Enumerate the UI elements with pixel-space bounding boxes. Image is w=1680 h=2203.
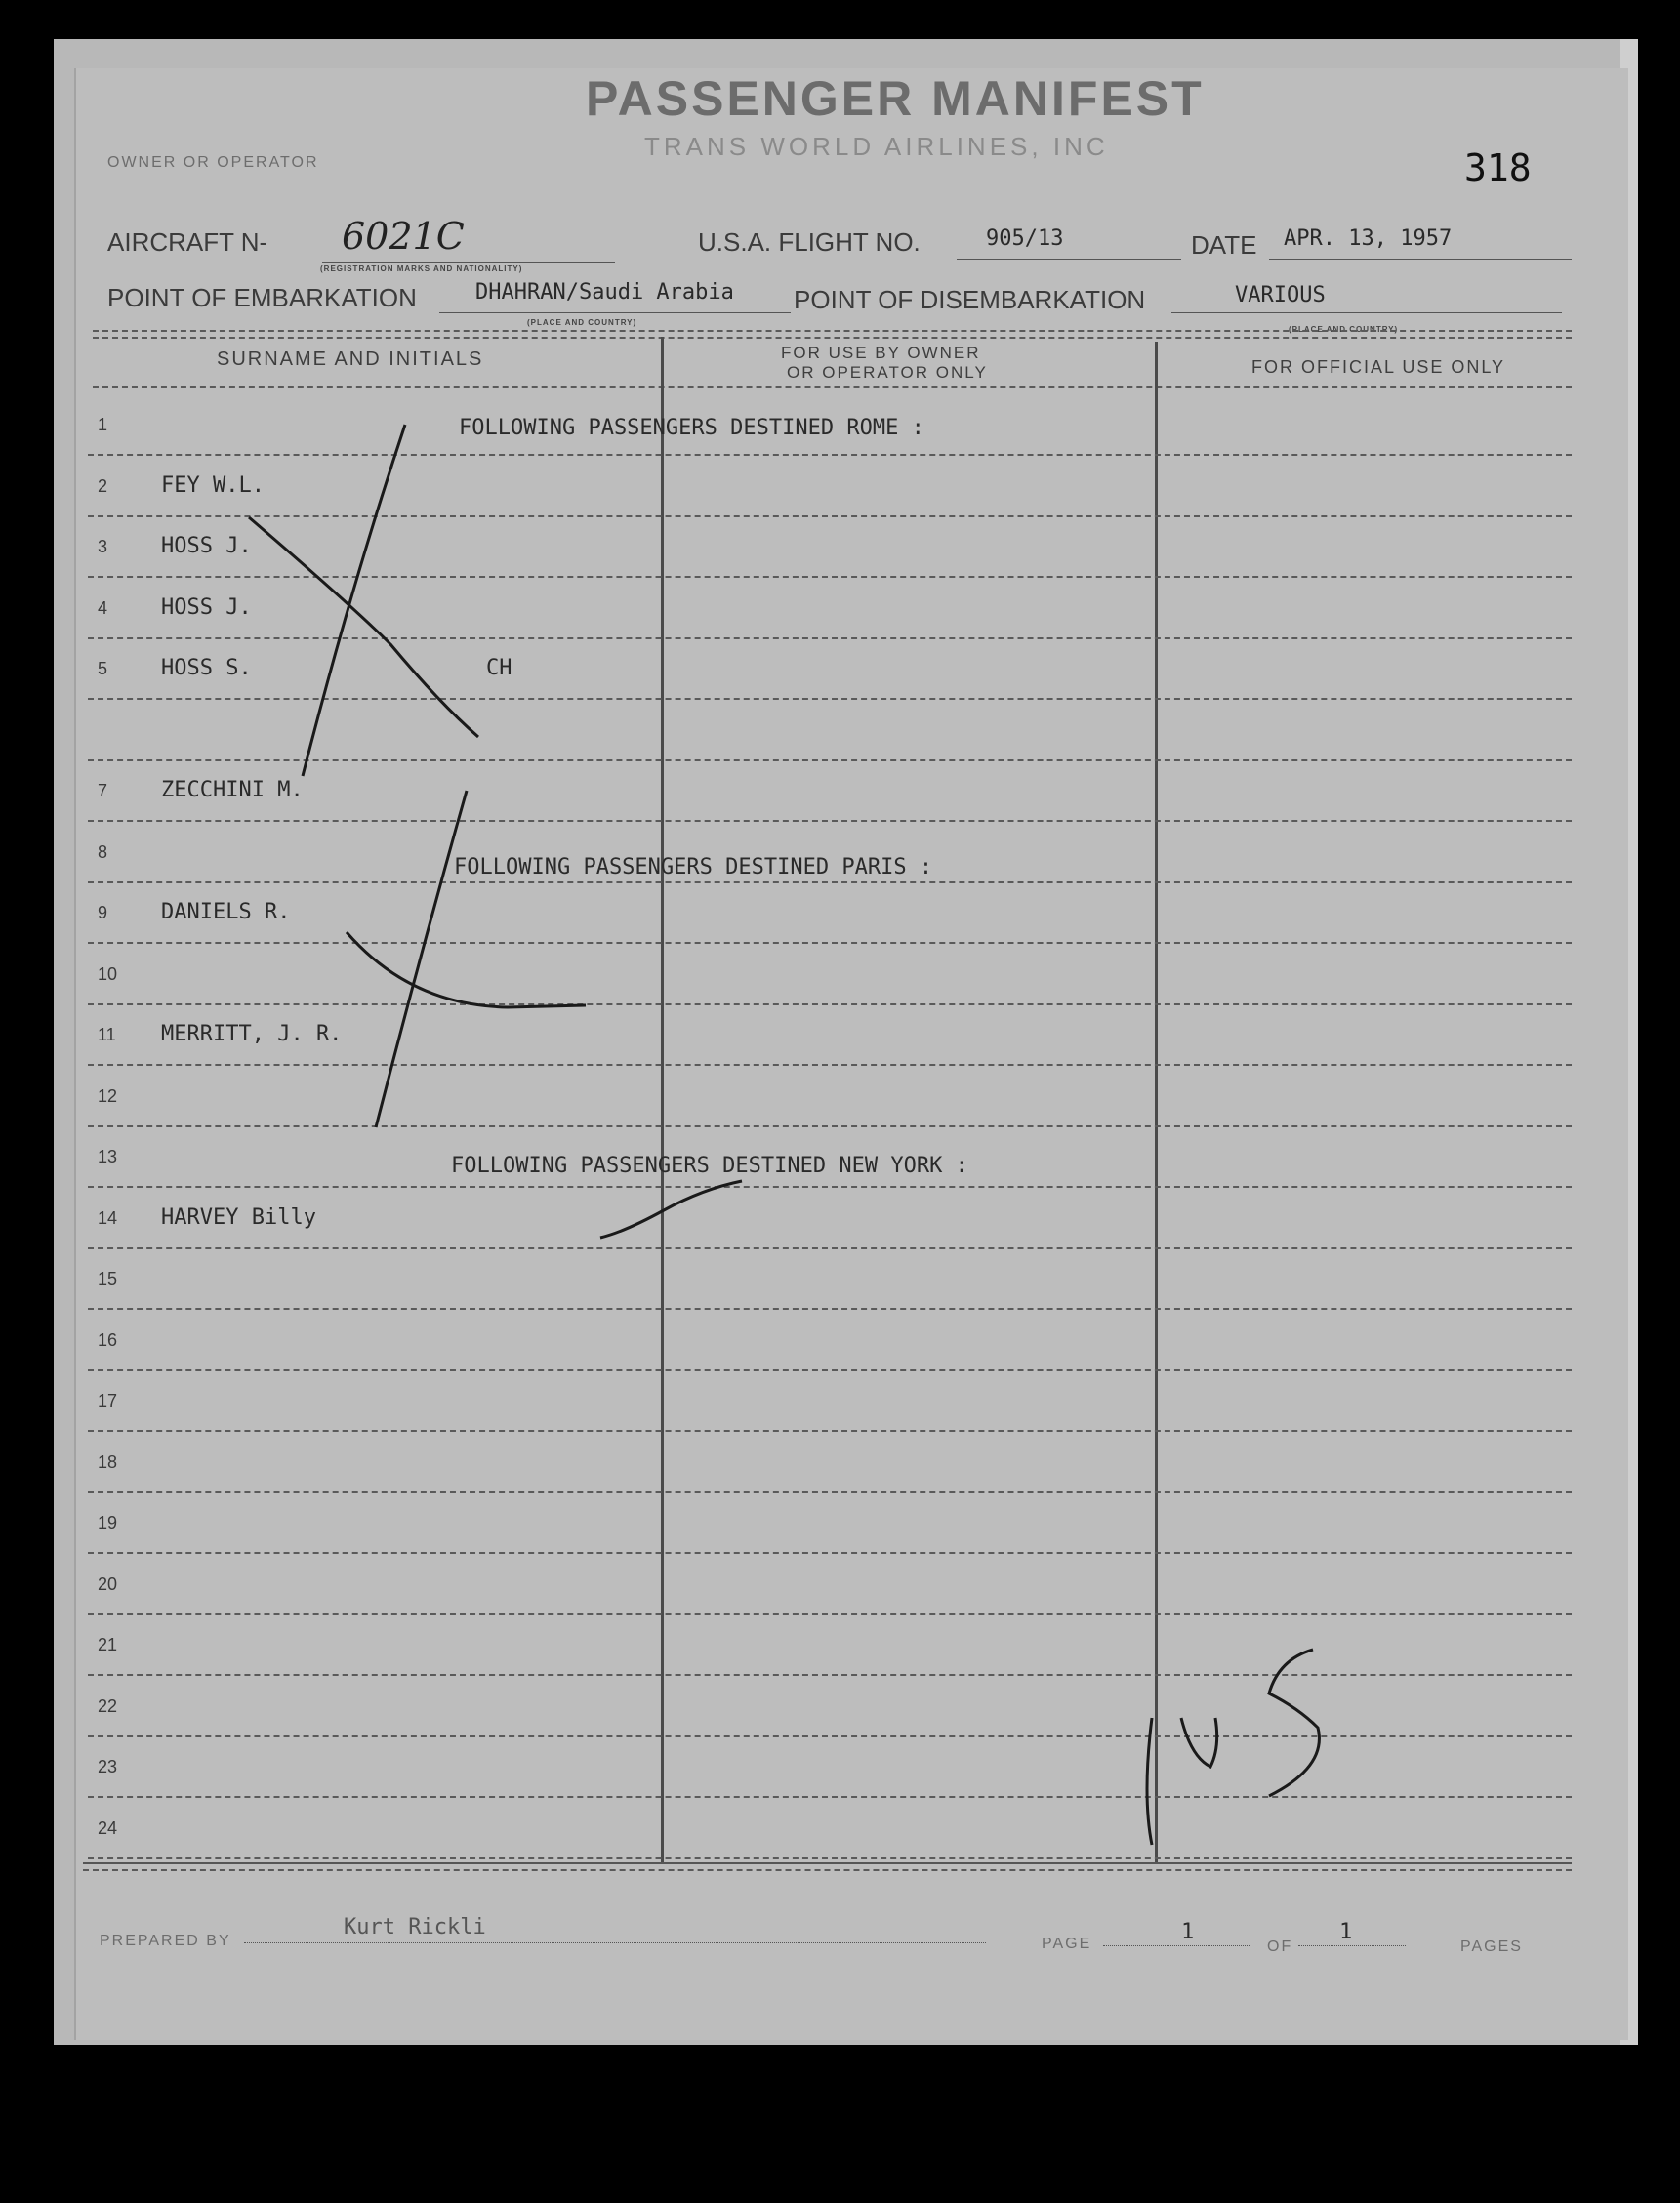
- row-number: 21: [98, 1635, 118, 1654]
- row-number: 13: [98, 1147, 118, 1166]
- embarkation-note: (PLACE AND COUNTRY): [527, 318, 637, 327]
- row-number: 12: [98, 1085, 118, 1106]
- row-number: 18: [98, 1451, 118, 1472]
- row-number: 23: [98, 1757, 118, 1776]
- prepared-by-value: Kurt Rickli: [344, 1915, 486, 1939]
- page-value: 1: [1181, 1920, 1195, 1944]
- page-number: 318: [1464, 146, 1532, 189]
- row-number: 17: [98, 1391, 118, 1410]
- passenger-name: ZECCHINI M.: [161, 778, 304, 802]
- prepared-by-label: PREPARED BY: [100, 1933, 231, 1949]
- cross-mark-rome-stroke-1: [303, 425, 405, 776]
- row-number: 8: [98, 841, 108, 862]
- row-number: 2: [98, 475, 108, 496]
- aircraft-label: AIRCRAFT N-: [107, 227, 268, 257]
- column-owner-use-line2: OR OPERATOR ONLY: [787, 363, 988, 382]
- disembarkation-value: VARIOUS: [1235, 283, 1326, 307]
- aircraft-note: (REGISTRATION MARKS AND NATIONALITY): [320, 265, 523, 273]
- form-title: PASSENGER MANIFEST: [586, 71, 1205, 126]
- passenger-name: FEY W.L.: [161, 472, 265, 498]
- cross-mark-paris-stroke-2: [347, 932, 586, 1007]
- row-number: 9: [98, 903, 108, 922]
- row-number: 11: [98, 1025, 116, 1044]
- page-label: PAGE: [1042, 1936, 1092, 1952]
- note-rome: FOLLOWING PASSENGERS DESTINED ROME :: [459, 416, 924, 440]
- row-number: 15: [98, 1269, 118, 1288]
- aircraft-value: 6021C: [342, 215, 465, 258]
- initials-stroke-1: [1147, 1718, 1152, 1845]
- flight-value: 905/13: [986, 226, 1064, 251]
- column-official-use: FOR OFFICIAL USE ONLY: [1251, 357, 1506, 377]
- column-surname: SURNAME AND INITIALS: [217, 348, 484, 370]
- row-number: 4: [98, 597, 108, 618]
- row-number: 22: [98, 1695, 118, 1716]
- row-number: 19: [98, 1513, 118, 1532]
- date-label: DATE: [1191, 230, 1257, 260]
- embarkation-label: POINT OF EMBARKATION: [107, 283, 417, 312]
- disembarkation-label: POINT OF DISEMBARKATION: [794, 285, 1146, 314]
- row-number: 3: [98, 537, 108, 556]
- airline-name: TRANS WORLD AIRLINES, INC: [644, 132, 1109, 161]
- note-new-york: FOLLOWING PASSENGERS DESTINED NEW YORK :: [451, 1154, 968, 1178]
- of-value: 1: [1339, 1920, 1353, 1944]
- passenger-name: DANIELS R.: [161, 900, 291, 924]
- row-number: 14: [98, 1207, 118, 1228]
- row-number: 5: [98, 659, 108, 678]
- row-number: 20: [98, 1573, 118, 1594]
- row-number: 10: [98, 963, 118, 984]
- disembarkation-note: (PLACE AND COUNTRY): [1289, 325, 1399, 334]
- row-number: 1: [98, 415, 108, 434]
- cross-mark-paris-stroke-1: [376, 791, 467, 1127]
- check-mark-new-york: [600, 1181, 742, 1238]
- passenger-name: HOSS S.: [161, 656, 252, 680]
- passenger-extra: CH: [486, 656, 512, 680]
- cross-mark-rome-stroke-2: [249, 517, 478, 737]
- passenger-name: MERRITT, J. R.: [161, 1022, 343, 1046]
- passenger-name: HOSS J.: [161, 534, 252, 558]
- column-owner-use-line1: FOR USE BY OWNER: [781, 344, 981, 362]
- row-number: 16: [98, 1329, 118, 1350]
- initials-stroke-3: [1269, 1650, 1319, 1796]
- owner-label: OWNER OR OPERATOR: [107, 154, 319, 171]
- initials-stroke-2: [1181, 1718, 1217, 1767]
- flight-label: U.S.A. FLIGHT NO.: [698, 227, 921, 257]
- passenger-name: HARVEY Billy: [161, 1204, 316, 1230]
- pages-label: PAGES: [1460, 1938, 1523, 1955]
- embarkation-value: DHAHRAN/Saudi Arabia: [475, 280, 734, 305]
- row-number: 7: [98, 781, 108, 800]
- date-value: APR. 13, 1957: [1284, 226, 1453, 251]
- of-label: OF: [1267, 1938, 1293, 1955]
- passenger-name: HOSS J.: [161, 594, 252, 620]
- note-paris: FOLLOWING PASSENGERS DESTINED PARIS :: [454, 855, 933, 879]
- row-number: 24: [98, 1817, 118, 1838]
